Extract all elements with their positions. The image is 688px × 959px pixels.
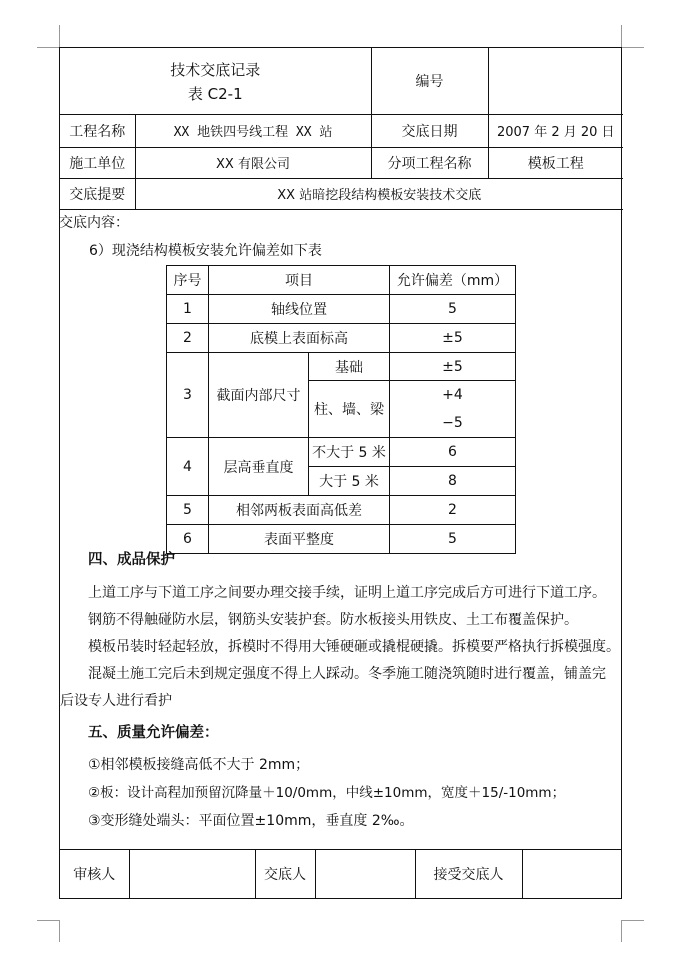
signature-table bbox=[60, 850, 622, 898]
crop-mark bbox=[59, 920, 60, 942]
tolerance-lower: −5 bbox=[442, 415, 463, 431]
reviewer-signature[interactable] bbox=[129, 850, 255, 898]
content-intro: 交底内容： bbox=[59, 215, 129, 231]
row-item: 表面平整度 bbox=[209, 525, 390, 554]
col-header-item: 项目 bbox=[209, 266, 390, 295]
section-4-paragraph: 上道工序与下道工序之间要办理交接手续，证明上道工序完成后方可进行下道工序。 bbox=[88, 585, 606, 601]
row-subitem: 基础 bbox=[309, 353, 390, 381]
row-tolerance bbox=[390, 381, 516, 438]
form-title bbox=[60, 48, 371, 114]
section-5-title: 五、质量允许偏差： bbox=[88, 725, 219, 741]
row-no: 1 bbox=[167, 295, 209, 324]
crop-mark bbox=[621, 25, 622, 47]
row-item: 底模上表面标高 bbox=[209, 324, 390, 353]
crop-mark bbox=[37, 920, 59, 921]
signature-row bbox=[60, 849, 621, 898]
table-caption: 6）现浇结构模板安装允许偏差如下表 bbox=[89, 243, 322, 259]
table-row bbox=[167, 324, 516, 353]
table-row bbox=[167, 496, 516, 525]
subproject-value[interactable]: 模板工程 bbox=[488, 147, 623, 178]
table-row bbox=[167, 295, 516, 324]
contractor-label: 施工单位 bbox=[60, 147, 135, 178]
receiver-signature[interactable] bbox=[522, 850, 622, 898]
crop-mark bbox=[37, 47, 59, 48]
subproject-label: 分项工程名称 bbox=[371, 147, 488, 178]
row-tolerance: 2 bbox=[390, 496, 516, 525]
project-name-label: 工程名称 bbox=[60, 114, 135, 147]
section-4-paragraph-cont: 后设专人进行看护 bbox=[60, 693, 172, 709]
row-tolerance: 8 bbox=[390, 467, 516, 496]
section-5-item: ③变形缝处端头：平面位置±10mm，垂直度 2‰。 bbox=[88, 813, 414, 829]
row-no: 6 bbox=[167, 525, 209, 554]
header-table bbox=[60, 48, 623, 210]
row-tolerance: ±5 bbox=[390, 324, 516, 353]
tolerance-upper: +4 bbox=[442, 387, 463, 403]
row-tolerance: 6 bbox=[390, 438, 516, 467]
row-no: 5 bbox=[167, 496, 209, 525]
form-title-line2: 表 C2-1 bbox=[187, 84, 243, 103]
row-item: 轴线位置 bbox=[209, 295, 390, 324]
project-name-value[interactable]: XX 地铁四号线工程 XX 站 bbox=[135, 114, 371, 147]
summary-value[interactable]: XX 站暗挖段结构模板安装技术交底 bbox=[135, 178, 623, 209]
table-row bbox=[167, 438, 516, 467]
date-value[interactable]: 2007 年 2 月 20 日 bbox=[488, 114, 623, 147]
number-label: 编号 bbox=[371, 48, 488, 114]
tolerance-table bbox=[166, 265, 516, 554]
row-item: 层高垂直度 bbox=[209, 438, 309, 496]
crop-mark bbox=[622, 47, 644, 48]
disclosure-record-form bbox=[59, 47, 622, 899]
reviewer-label: 审核人 bbox=[73, 867, 116, 883]
number-value[interactable] bbox=[488, 48, 623, 114]
section-5-item: ①相邻模板接缝高低不大于 2mm； bbox=[88, 757, 310, 773]
form-title-line1: 技术交底记录 bbox=[170, 60, 261, 79]
row-tolerance: ±5 bbox=[390, 353, 516, 381]
row-tolerance: 5 bbox=[390, 295, 516, 324]
row-subitem: 柱、墙、梁 bbox=[309, 381, 390, 438]
row-subitem: 大于 5 米 bbox=[309, 467, 390, 496]
table-row bbox=[167, 353, 516, 381]
crop-mark bbox=[621, 920, 622, 942]
col-header-tolerance: 允许偏差（mm） bbox=[390, 266, 516, 295]
discloser-label: 交底人 bbox=[255, 850, 315, 898]
date-label: 交底日期 bbox=[371, 114, 488, 147]
row-no: 4 bbox=[167, 438, 209, 496]
crop-mark bbox=[59, 25, 60, 47]
summary-label: 交底提要 bbox=[60, 178, 135, 209]
section-4-paragraph: 钢筋不得触碰防水层，钢筋头安装护套。防水板接头用铁皮、土工布覆盖保护。 bbox=[88, 612, 578, 628]
row-no: 3 bbox=[167, 353, 209, 438]
row-no: 2 bbox=[167, 324, 209, 353]
discloser-signature[interactable] bbox=[315, 850, 415, 898]
section-5-item: ②板：设计高程加预留沉降量＋10/0mm，中线±10mm，宽度＋15/-10mm； bbox=[88, 785, 566, 801]
row-subitem: 不大于 5 米 bbox=[309, 438, 390, 467]
crop-mark bbox=[622, 920, 644, 921]
section-4-title: 四、成品保护 bbox=[88, 552, 175, 568]
row-tolerance: 5 bbox=[390, 525, 516, 554]
section-4-paragraph: 混凝土施工完后未到规定强度不得上人踩动。冬季施工随浇筑随时进行覆盖，铺盖完 bbox=[88, 666, 606, 682]
table-row bbox=[167, 525, 516, 554]
row-item: 相邻两板表面高低差 bbox=[209, 496, 390, 525]
disclosure-content bbox=[60, 211, 621, 850]
contractor-value[interactable]: XX 有限公司 bbox=[135, 147, 371, 178]
section-4-paragraph: 模板吊装时轻起轻放，拆模时不得用大锤硬砸或撬棍硬撬。拆模要严格执行拆模强度。 bbox=[88, 639, 620, 655]
row-item: 截面内部尺寸 bbox=[209, 353, 309, 438]
col-header-no: 序号 bbox=[167, 266, 209, 295]
receiver-label: 接受交底人 bbox=[415, 850, 522, 898]
